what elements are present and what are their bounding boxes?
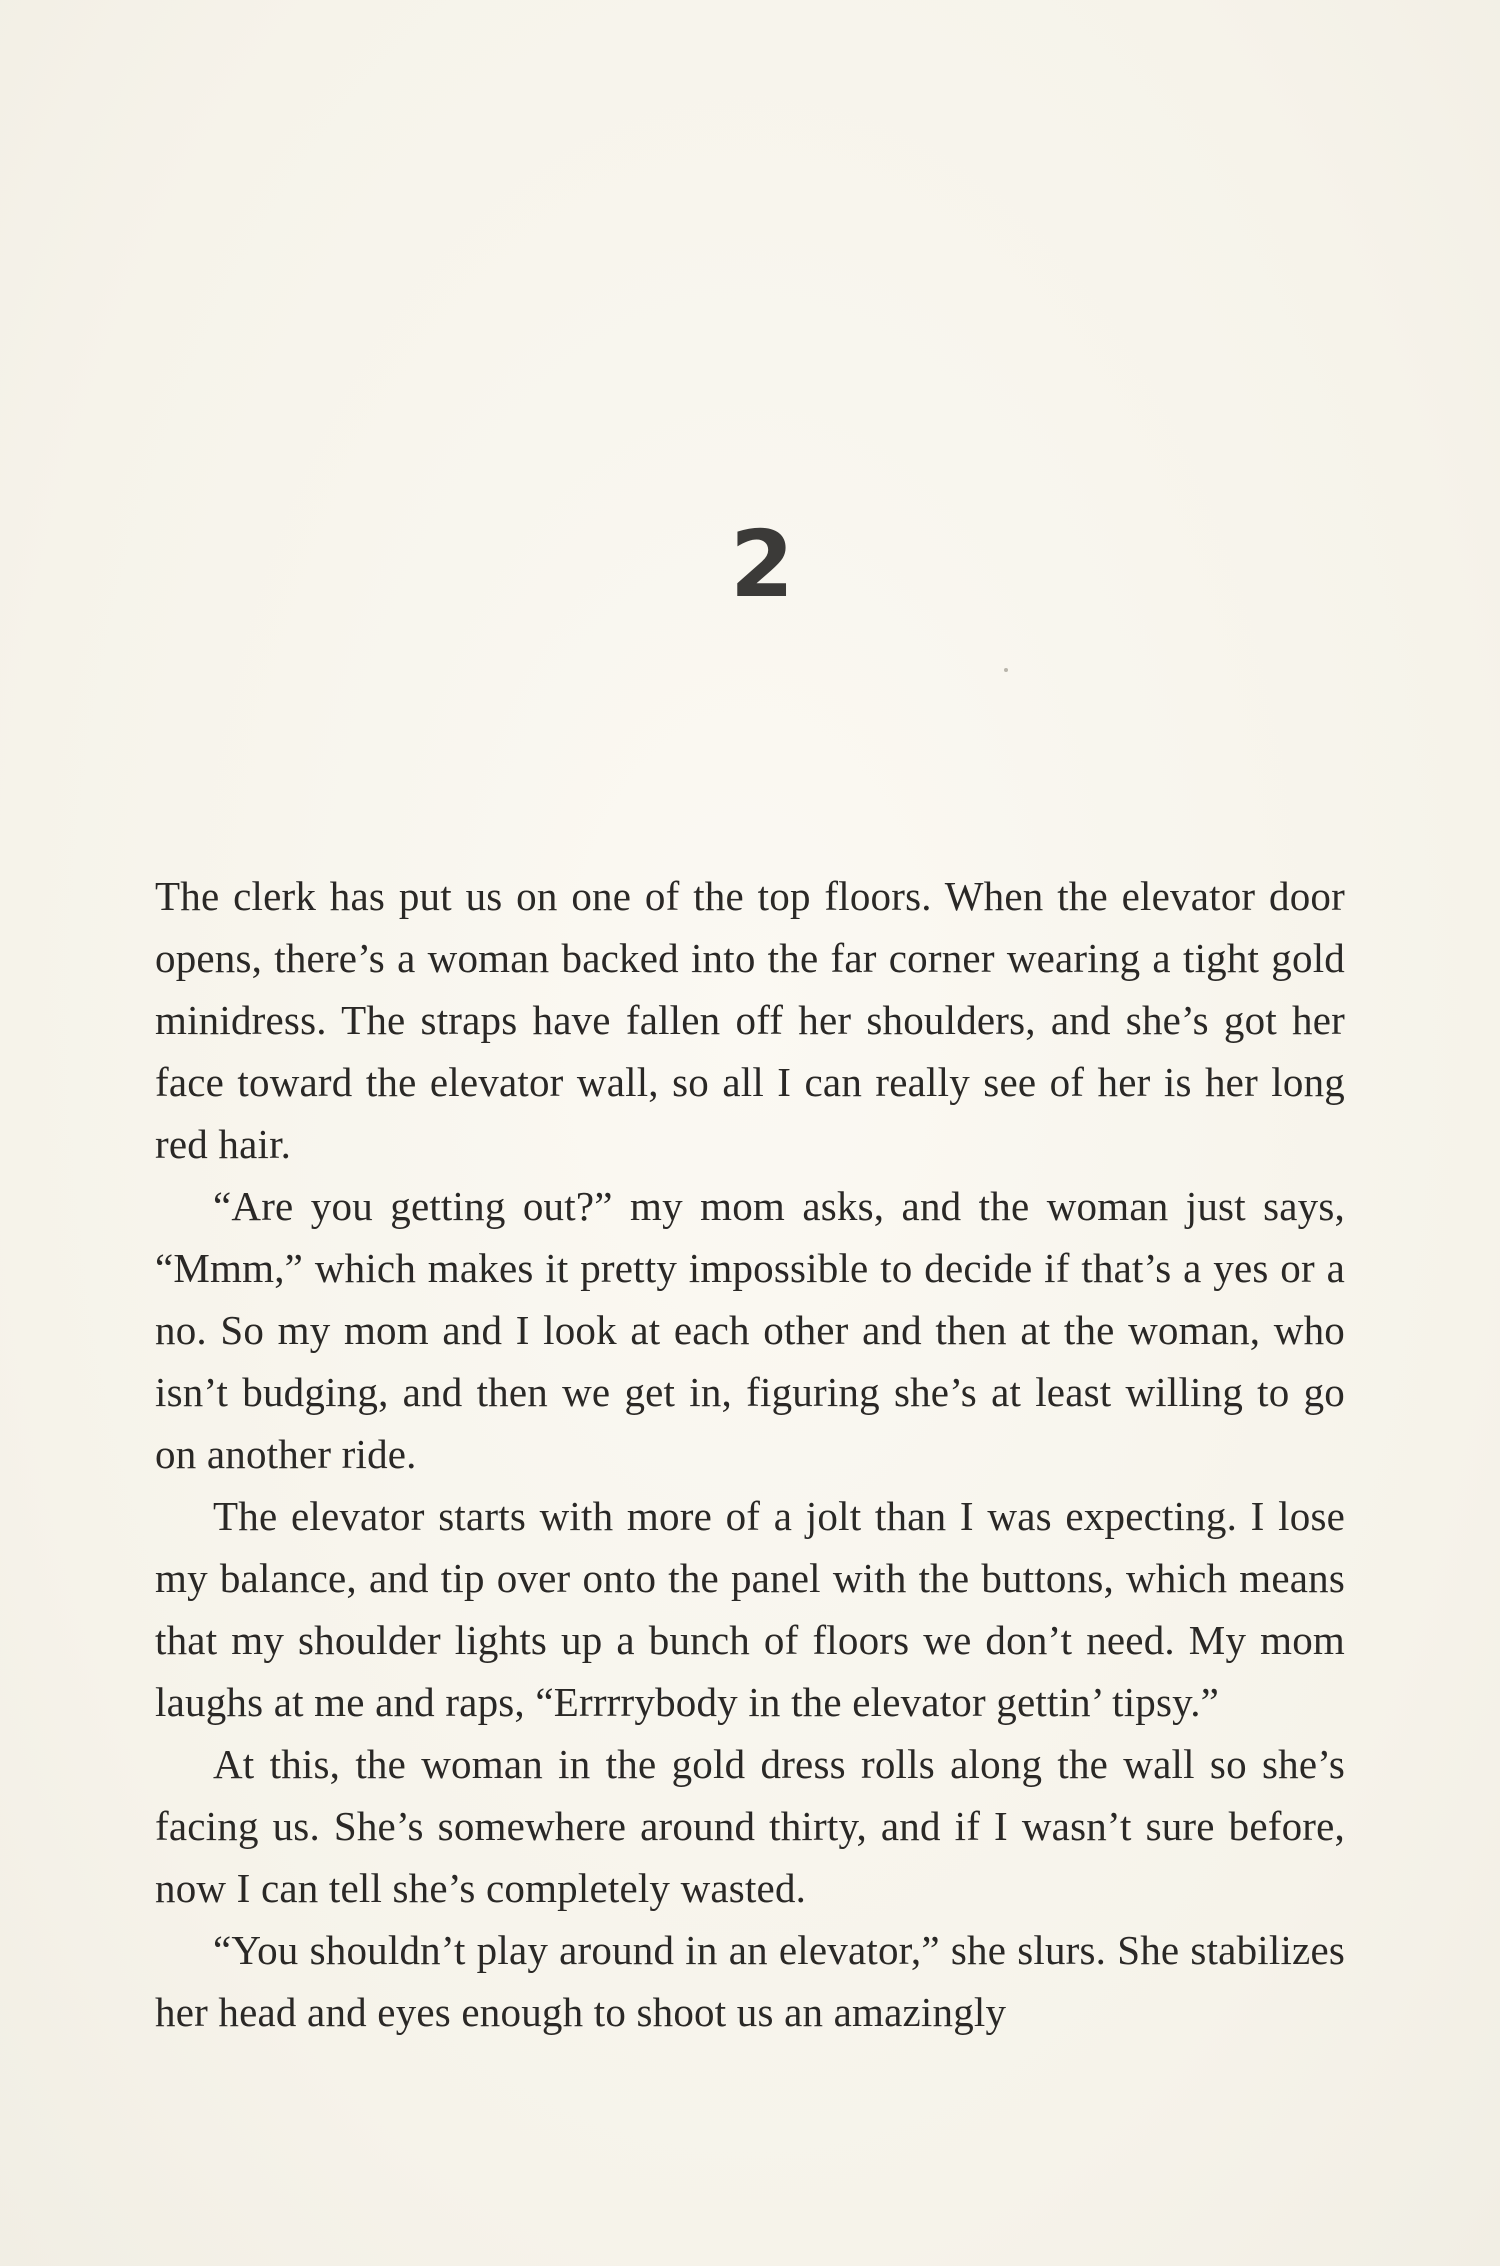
paragraph: “Are you getting out?” my mom asks, and the woman just says, “Mmm,” which makes it pretty impossible to decide if that’s a yes or a no. So my mom and I look at each other and then at the woman, who isn’t budging, and then we get in, figuring she’s at least willing to go on another ride. [155, 1183, 1345, 1477]
paragraph: The elevator starts with more of a jolt than I was expecting. I lose my balance, and tip over onto the panel with the buttons, which means that my shoulder lights up a bunch of floors we don’t need. My mom laughs at me and raps, “Errrrybody in the elevator gettin’ tipsy.” [155, 1493, 1345, 1725]
page-speck [1004, 668, 1008, 672]
paragraph: “You shouldn’t play around in an elevator,” she slurs. She stabilizes her head and eyes enough to shoot us an amazingly [155, 1927, 1345, 2035]
paragraph: The clerk has put us on one of the top floors. When the elevator door opens, there’s a woman backed into the far corner wearing a tight gold minidress. The straps have fallen off her shoulders, and she’s got her face toward the elevator wall, so all I can really see of her is her long red hair. [155, 873, 1345, 1167]
paragraph: At this, the woman in the gold dress rolls along the wall so she’s facing us. She’s somewhere around thirty, and if I wasn’t sure before, now I can tell she’s completely wasted. [155, 1741, 1345, 1911]
chapter-number: 2 [729, 511, 794, 618]
chapter-body [155, 865, 1345, 2043]
